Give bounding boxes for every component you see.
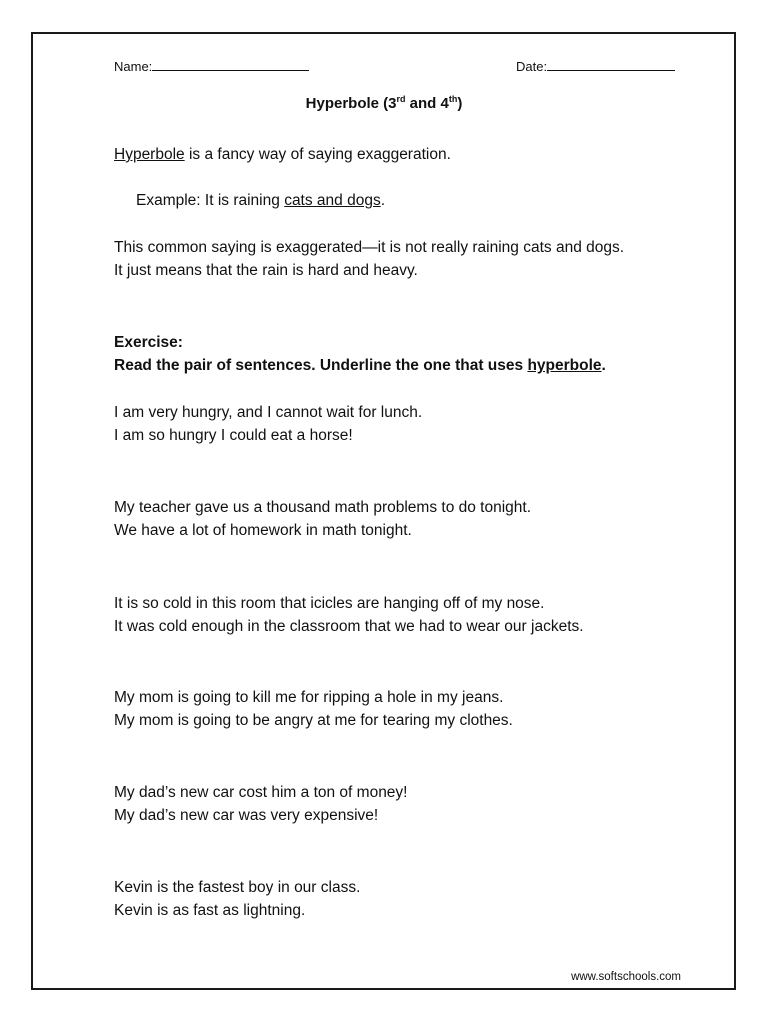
- sentence-pair-3: [114, 592, 584, 638]
- exercise-block: [114, 331, 606, 377]
- date-label: Date:: [516, 59, 548, 74]
- explanation: [114, 236, 624, 282]
- sentence-4a[interactable]: My mom is going to kill me for ripping a hole in my jeans.: [114, 689, 504, 706]
- instruction-suffix: .: [601, 357, 606, 374]
- footer-url: www.softschools.com: [571, 971, 681, 983]
- sentence-4b[interactable]: My mom is going to be angry at me for tearing my clothes.: [114, 712, 513, 729]
- name-field: [114, 58, 309, 74]
- name-label: Name:: [114, 59, 153, 74]
- sentence-pair-1: [114, 401, 422, 447]
- sentence-pair-5: [114, 781, 408, 827]
- title-middle: and 4: [405, 95, 449, 112]
- explanation-line-1: This common saying is exaggerated—it is not really raining cats and dogs.: [114, 239, 625, 256]
- example-suffix: .: [380, 192, 386, 209]
- definition-text: is a fancy way of saying exaggeration.: [184, 146, 451, 163]
- instruction-prefix: Read the pair of sentences. Underline the one that uses: [114, 357, 528, 374]
- sentence-2a[interactable]: My teacher gave us a thousand math problems to do tonight.: [114, 499, 532, 516]
- title-sup-rd: rd: [396, 94, 406, 104]
- name-blank-line[interactable]: [152, 58, 309, 71]
- exercise-heading: Exercise:: [114, 334, 183, 351]
- title-prefix: Hyperbole (3: [305, 95, 397, 112]
- sentence-3a[interactable]: It is so cold in this room that icicles are hanging off of my nose.: [114, 595, 545, 612]
- sentence-1a[interactable]: I am very hungry, and I cannot wait for lunch.: [114, 404, 423, 421]
- sentence-5b[interactable]: My dad’s new car was very expensive!: [114, 807, 379, 824]
- title-sup-th: th: [448, 94, 458, 104]
- date-blank-line[interactable]: [547, 58, 675, 71]
- sentence-3b[interactable]: It was cold enough in the classroom that we had to wear our jackets.: [114, 618, 584, 635]
- sentence-pair-2: [114, 496, 531, 542]
- sentence-6b[interactable]: Kevin is as fast as lightning.: [114, 902, 306, 919]
- sentence-6a[interactable]: Kevin is the fastest boy in our class.: [114, 879, 361, 896]
- sentence-pair-6: [114, 876, 360, 922]
- sentence-5a[interactable]: My dad’s new car cost him a ton of money!: [114, 784, 408, 801]
- date-field: [516, 58, 675, 74]
- definition: [114, 143, 451, 166]
- title-suffix: ): [457, 95, 463, 112]
- exercise-instruction: [114, 354, 606, 377]
- example: [136, 189, 385, 212]
- instruction-term: hyperbole: [527, 357, 602, 374]
- sentence-2b[interactable]: We have a lot of homework in math tonight.: [114, 522, 412, 539]
- sentence-1b[interactable]: I am so hungry I could eat a horse!: [114, 427, 353, 444]
- example-prefix: Example: It is raining: [136, 192, 285, 209]
- example-underlined: cats and dogs: [284, 192, 381, 209]
- sentence-pair-4: [114, 686, 513, 732]
- worksheet-title: [0, 95, 768, 112]
- explanation-line-2: It just means that the rain is hard and heavy.: [114, 262, 418, 279]
- definition-term: Hyperbole: [114, 146, 185, 163]
